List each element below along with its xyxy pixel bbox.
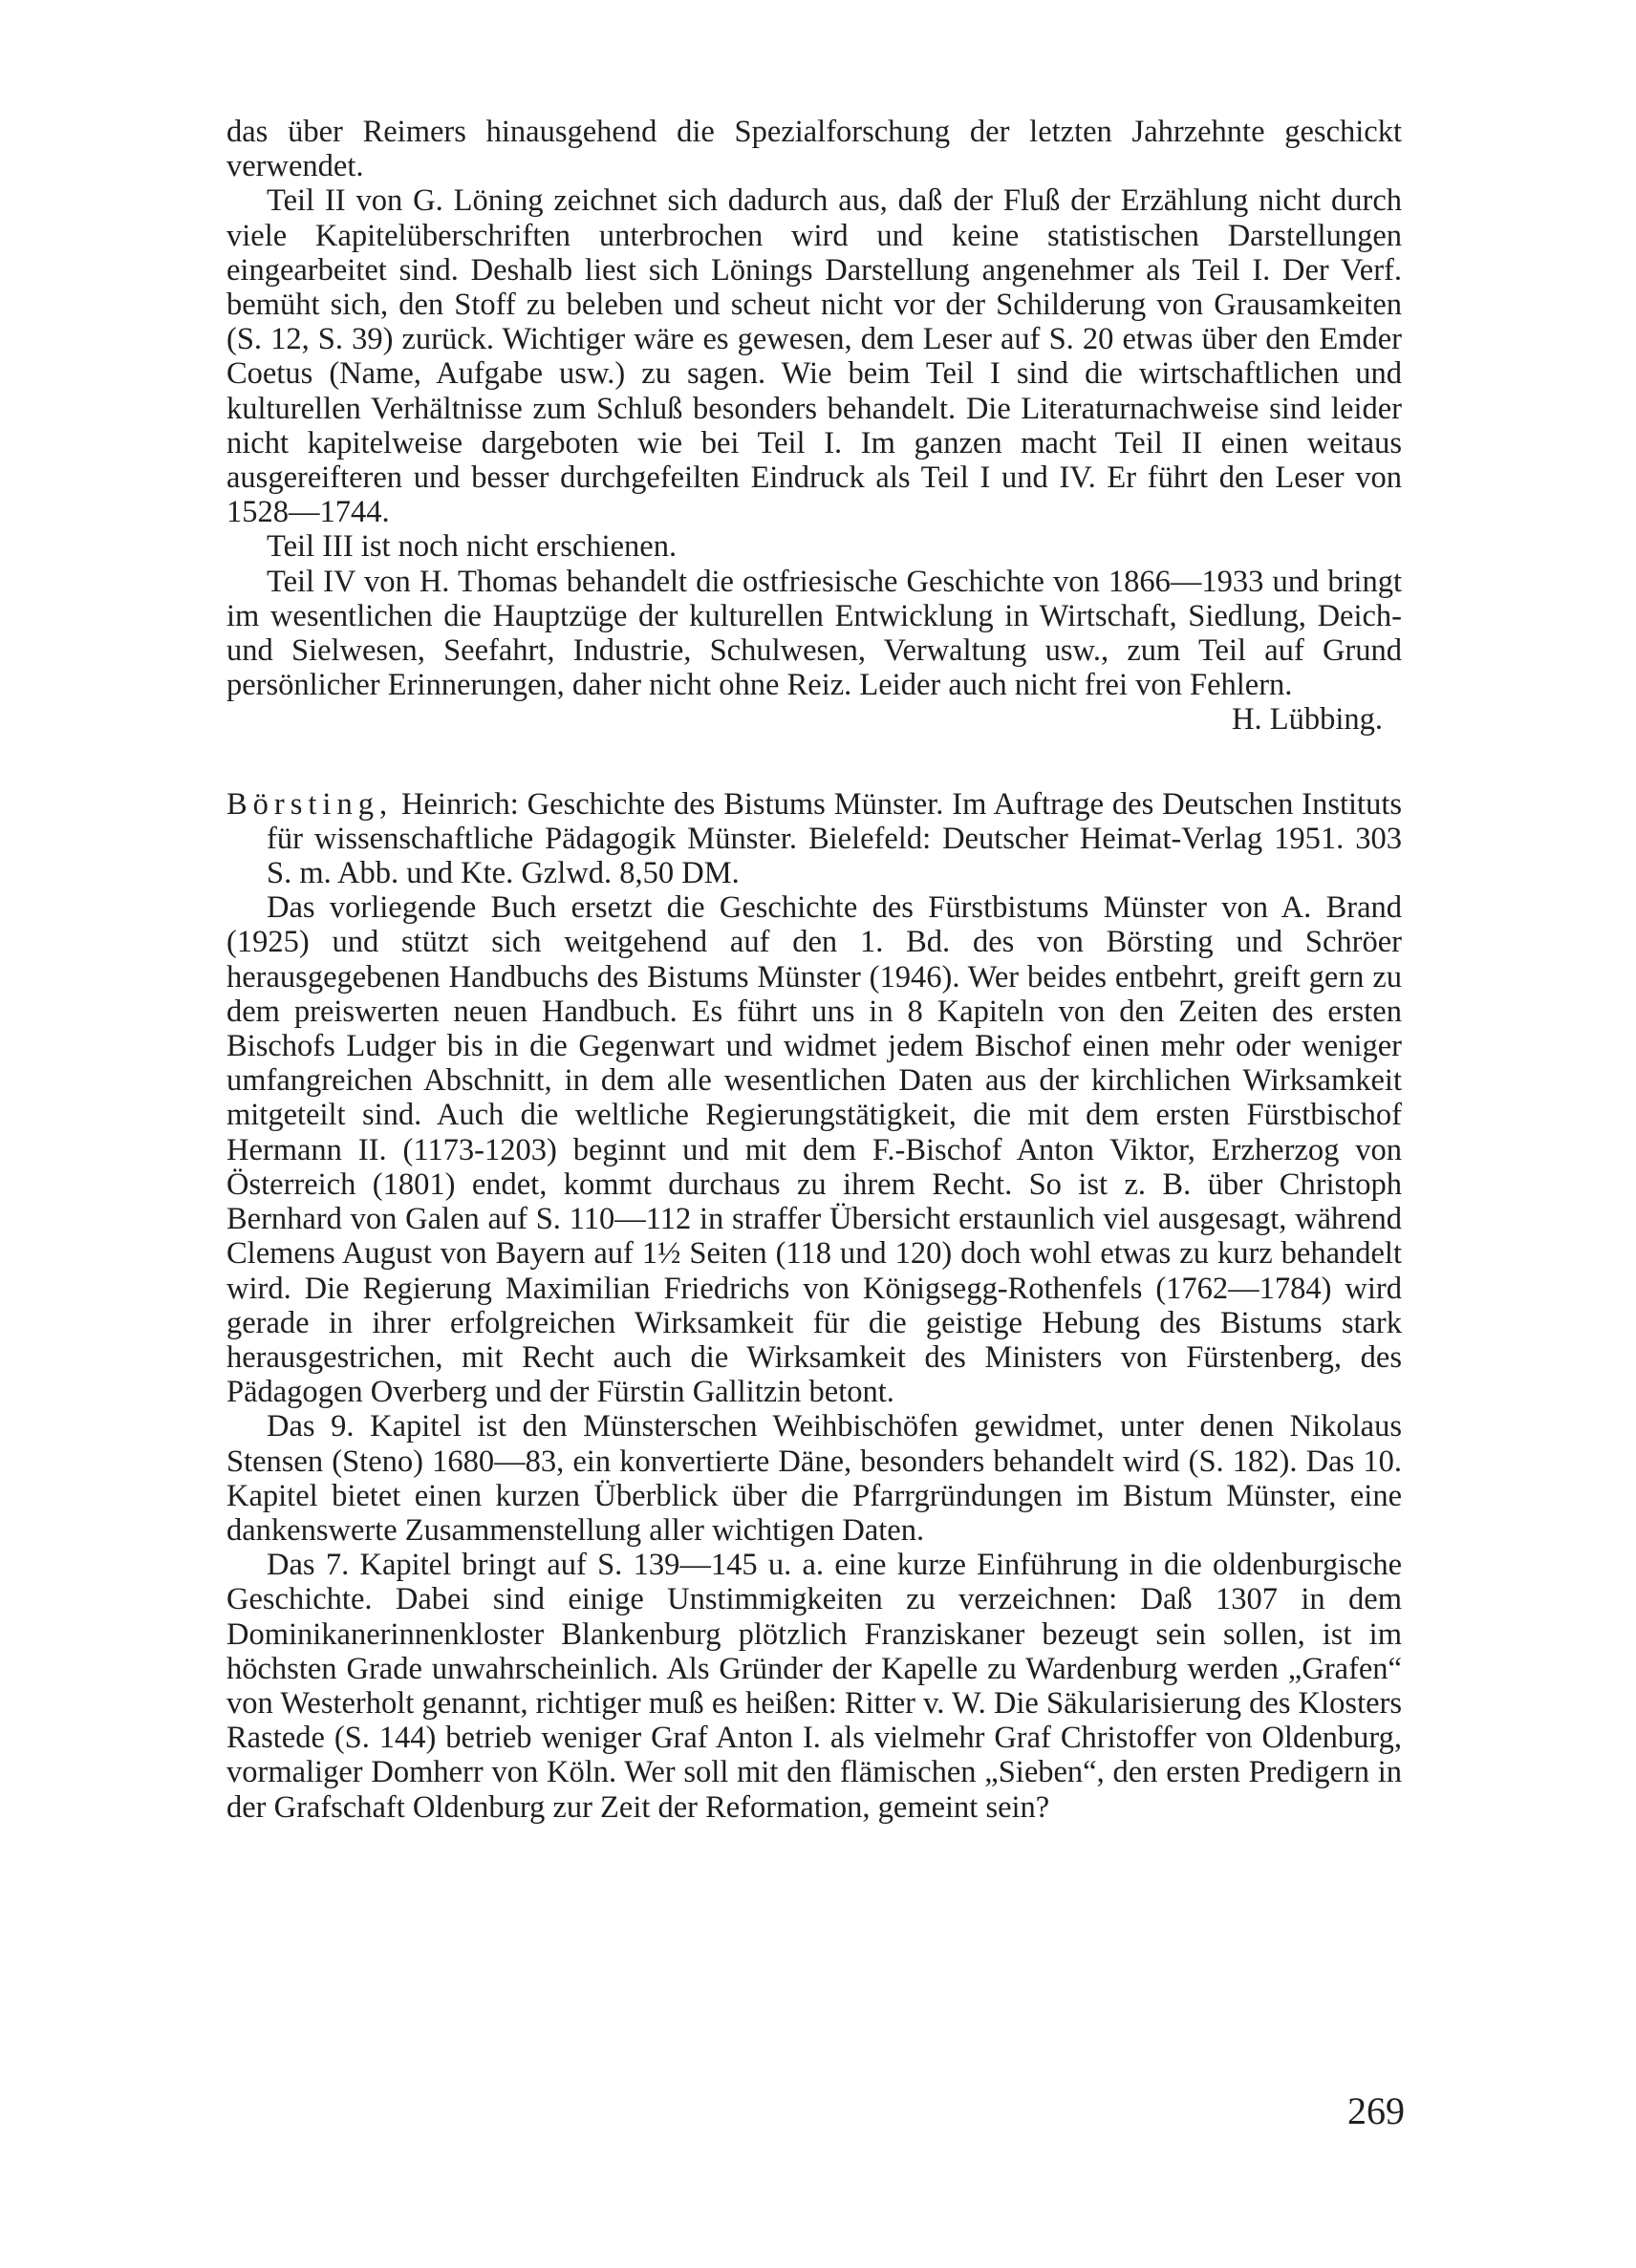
paragraph-chapter-7: Das 7. Kapitel bringt auf S. 139—145 u. a. eine kurze Einführung in die oldenburgische Geschichte. Dabei sind einige Unstimmigkeiten zu verzeichnen: Daß 1307 in dem Dominikanerinnenkloster Blankenburg plötzlich Franziskaner bezeugt sein sollen, ist im höchsten Grade unwahrscheinlich. Als Gründer der Kapelle zu Wardenburg werden „Grafen“ von Westerholt genannt, richtiger muß es heißen: Ritter v. W. Die Säkularisierung des Klosters Rastede (S. 144) betrieb weniger Graf Anton I. als vielmehr Graf Christoffer von Oldenburg, vormaliger Domherr von Köln. Wer soll mit den flämischen „Sieben“, den ersten Predigern in der Grafschaft Oldenburg zur Zeit der Reformation, gemeint sein?	[226, 1548, 1402, 1825]
paragraph-teil-ii: Teil II von G. Löning zeichnet sich dadurch aus, daß der Fluß der Erzählung nicht durch viele Kapitelüberschriften unterbrochen wird und keine statistischen Darstellungen eingearbeitet sind. Deshalb liest sich Lönings Darstellung angenehmer als Teil I. Der Verf. bemüht sich, den Stoff zu beleben und scheut nicht vor der Schilderung von Grausamkeiten (S. 12, S. 39) zurück. Wichtiger wäre es gewesen, dem Leser auf S. 20 etwas über den Emder Coetus (Name, Aufgabe usw.) zu sagen. Wie beim Teil I sind die wirtschaftlichen und kulturellen Verhältnisse zum Schluß besonders behandelt. Die Literaturnachweise sind leider nicht kapitelweise dargeboten wie bei Teil I. Im ganzen macht Teil II einen weitaus ausgereifteren und besser durchgefeilten Eindruck als Teil I und IV. Er führt den Leser von 1528—1744.	[226, 183, 1402, 530]
entry-details: Heinrich: Geschichte des Bistums Münster. Im Auftrage des Deutschen Instituts für wissenschaftliche Pädagogik Münster. Bielefeld: Deutscher Heimat-Verlag 1951. 303 S. m. Abb. und Kte. Gzlwd. 8,50 DM.	[267, 786, 1402, 891]
text-column	[226, 115, 1402, 1825]
page-number: 269	[1347, 2089, 1405, 2132]
paragraph-teil-iv: Teil IV von H. Thomas behandelt die ostfriesische Geschichte von 1866—1933 und bringt im wesentlichen die Hauptzüge der kulturellen Entwicklung in Wirtschaft, Siedlung, Deich- und Sielwesen, Seefahrt, Industrie, Schulwesen, Verwaltung usw., zum Teil auf Grund persönlicher Erinnerungen, daher nicht ohne Reiz. Leider auch nicht frei von Fehlern.	[226, 564, 1402, 703]
paragraph-continuation: das über Reimers hinausgehend die Spezialforschung der letzten Jahrzehnte geschickt verwendet.	[226, 115, 1402, 184]
review-signature: H. Lübbing.	[1232, 702, 1383, 738]
section-gap	[226, 738, 1402, 787]
bibliographic-entry	[226, 787, 1402, 891]
paragraph-chapter-9-10: Das 9. Kapitel ist den Münsterschen Weihbischöfen gewidmet, unter denen Nikolaus Stensen (Steno) 1680—83, ein konvertierte Däne, besonders behandelt wird (S. 182). Das 10. Kapitel bietet einen kurzen Überblick über die Pfarrgründungen im Bistum Münster, eine dankenswerte Zusammenstellung aller wichtigen Daten.	[226, 1409, 1402, 1548]
paragraph-review-body: Das vorliegende Buch ersetzt die Geschichte des Fürstbistums Münster von A. Brand (1925) und stützt sich weitgehend auf den 1. Bd. des von Börsting und Schröer herausgegebenen Handbuchs des Bistums Münster (1946). Wer beides entbehrt, greift gern zu dem preiswerten neuen Handbuch. Es führt uns in 8 Kapiteln von den Zeiten des ersten Bischofs Ludger bis in die Gegenwart und widmet jedem Bischof einen mehr oder weniger umfangreichen Abschnitt, in dem alle wesentlichen Daten aus der kirchlichen Wirksamkeit mitgeteilt sind. Auch die weltliche Regierungstätigkeit, die mit dem ersten Fürstbischof Hermann II. (1173-1203) beginnt und mit dem F.-Bischof Anton Viktor, Erzherzog von Österreich (1801) endet, kommt durchaus zu ihrem Recht. So ist z. B. über Christoph Bernhard von Galen auf S. 110—112 in straffer Übersicht erstaunlich viel ausgesagt, während Clemens August von Bayern auf 1½ Seiten (118 und 120) doch wohl etwas zu kurz behandelt wird. Die Regierung Maximilian Friedrichs von Königsegg-Rothenfels (1762—1784) wird gerade in ihrer erfolgreichen Wirksamkeit für die geistige Hebung des Bistums stark herausgestrichen, mit Recht auch die Wirksamkeit des Ministers von Fürstenberg, des Pädagogen Overberg und der Fürstin Gallitzin betont.	[226, 890, 1402, 1410]
paragraph-teil-iii: Teil III ist noch nicht erschienen.	[267, 529, 678, 565]
entry-author: Börsting,	[226, 786, 394, 822]
